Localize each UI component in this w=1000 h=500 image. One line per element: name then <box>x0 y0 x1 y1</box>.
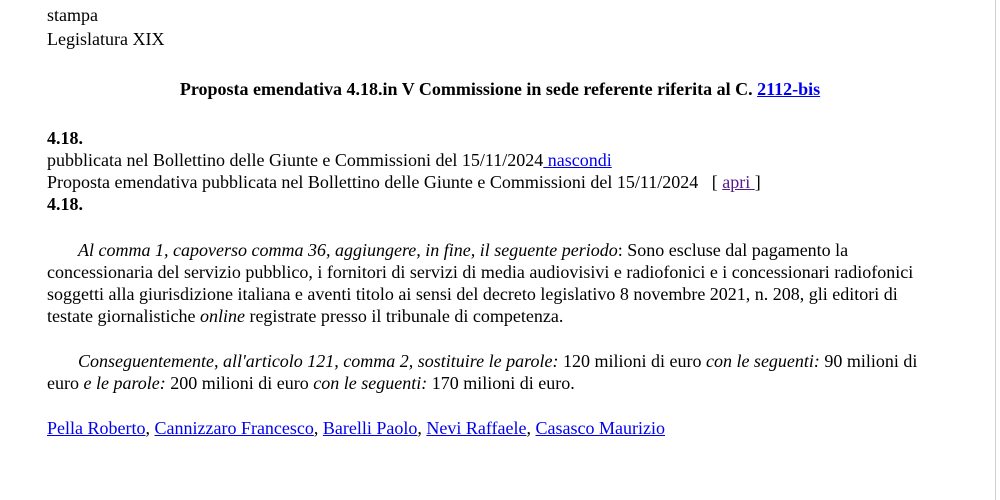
signer-separator: , <box>417 418 427 438</box>
header-legislatura: Legislatura XIX <box>47 29 165 49</box>
page-title <box>0 78 1000 100</box>
header-stampa: stampa <box>47 5 98 25</box>
para2-text2: 90 milioni di euro <box>47 351 918 393</box>
para2-italic4: con le seguenti: <box>313 373 428 393</box>
page-border <box>995 0 996 500</box>
signer-separator: , <box>526 418 536 438</box>
signer-separator: , <box>145 418 155 438</box>
signer-link[interactable]: Pella Roberto <box>47 418 146 438</box>
bill-link[interactable]: 2112-bis <box>757 79 821 99</box>
amendment-number: 4.18. <box>47 128 83 148</box>
title-text: Proposta emendativa 4.18.in V Commissione in sede referente riferita al C. <box>179 79 758 99</box>
amendment-paragraph-1 <box>47 239 947 327</box>
para1-text2: registrate presso il tribunale di competenza. <box>244 306 564 326</box>
signer-link[interactable]: Cannizzaro Francesco <box>154 418 314 438</box>
para2-text3: 200 milioni di euro <box>165 373 314 393</box>
signer-link[interactable]: Barelli Paolo <box>322 418 418 438</box>
proposal-line <box>47 171 761 193</box>
document-header <box>47 3 164 51</box>
signers-list <box>47 417 665 439</box>
para2-italic1: Conseguentemente, all'articolo 121, comma 2, sostituire le parole: <box>78 351 559 371</box>
open-bracket-left: [ <box>711 172 723 192</box>
para1-italic: Al comma 1, capoverso comma 36, aggiungere, in fine, il seguente periodo <box>78 240 618 260</box>
published-text: pubblicata nel Bollettino delle Giunte e Commissioni del 15/11/2024 <box>47 150 544 170</box>
proposal-text: Proposta emendativa pubblicata nel Bollettino delle Giunte e Commissioni del 15/11/2024 <box>47 172 699 192</box>
hide-link[interactable]: nascondi <box>543 150 612 170</box>
para2-italic3: e le parole: <box>83 373 166 393</box>
amendment-number-repeat: 4.18. <box>47 194 83 214</box>
para1-text1: : Sono escluse dal pagamento la concessionaria del servizio pubblico, i fornitori di servizi di media audiovisivi e radiofonici e i concessionari radiofonici soggetti alla giurisdizione italiana e aventi titolo ai sensi del decreto legislativo 8 novembre 2021, n. 208, gli editori di testate giornalistiche <box>47 240 914 326</box>
published-line <box>47 149 761 171</box>
amendment-meta <box>47 127 761 215</box>
para2-text4: 170 milioni di euro. <box>427 373 575 393</box>
open-bracket-right: ] <box>754 172 761 192</box>
signer-separator: , <box>313 418 323 438</box>
para2-italic2: con le seguenti: <box>705 351 820 371</box>
open-link[interactable]: apri <box>722 172 755 192</box>
para1-italic-online: online <box>199 306 245 326</box>
para2-text1: 120 milioni di euro <box>558 351 706 371</box>
signer-link[interactable]: Casasco Maurizio <box>535 418 665 438</box>
signer-link[interactable]: Nevi Raffaele <box>426 418 527 438</box>
amendment-paragraph-2 <box>47 350 947 394</box>
